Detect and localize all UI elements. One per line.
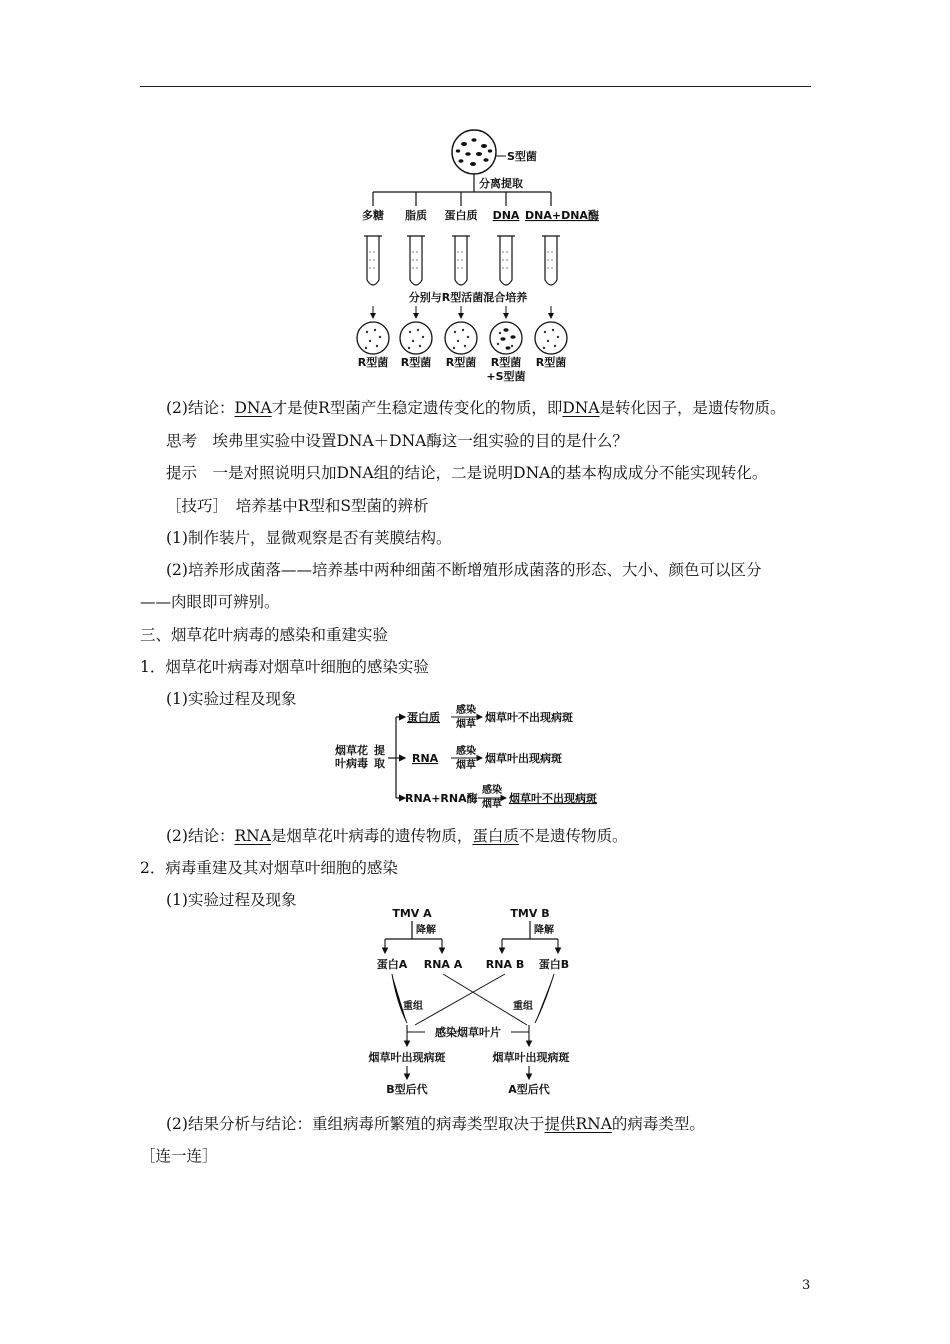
tmv-a-label: TMV A [392,907,432,920]
degrade-label: 降解 [416,925,436,936]
tip-item-1: (1)制作装片，显微观察是否有荚膜结构。 [166,529,452,547]
result-dish [400,322,432,354]
component-lipid: 脂质 [405,209,427,222]
subheading-1: 1．烟草花叶病毒对烟草叶细胞的感染实验 [140,658,429,676]
conclusion-rna: (2)结论：RNA是烟草花叶病毒的遗传物质，蛋白质不是遗传物质。 [166,827,628,845]
test-tube [407,236,425,285]
lesion-outcome-left: 烟草叶出现病斑 [368,1051,446,1064]
page-number: 3 [802,1278,811,1293]
header-rule [140,86,811,87]
infect-label: 烟草 [482,799,502,810]
result-label: R型菌 [490,356,522,369]
tip-title: ［技巧］ 培养基中R型和S型菌的辨析 [166,497,429,515]
test-tube [364,236,382,285]
virus-name-line1: 烟草花 [335,744,368,757]
test-tube [497,236,515,285]
tmv-reconstruction-figure [365,903,595,1099]
outcome-lesion: 烟草叶出现病斑 [485,752,562,765]
result-label: R型菌 [357,356,389,369]
component-protein: 蛋白质 [444,209,478,222]
infect-label: 烟草 [456,719,476,730]
extract-label-2: 取 [374,757,385,770]
tmv-b-label: TMV B [510,907,550,920]
link-exercise-heading: ［连一连］ [140,1147,218,1165]
degrade-label: 降解 [534,925,554,936]
result-label: R型菌 [445,356,477,369]
infect-label: 感染 [482,785,502,796]
recombine-label: 重组 [403,1001,423,1012]
infect-label: 感染 [456,705,476,716]
extract-label: 分离提取 [479,177,523,190]
result-label: R型菌 [400,356,432,369]
part-rna-b: RNA B [485,958,525,971]
infect-label: 感染 [456,746,476,757]
outcome-no-lesion: 烟草叶不出现病斑 [485,711,573,724]
offspring-a: A型后代 [508,1083,550,1096]
branch-rna: RNA [412,752,439,765]
part-protein-a: 蛋白A [376,958,408,971]
think-question: 思考 埃弗里实验中设置DNA＋DNA酶这一组实验的目的是什么？ [166,432,628,450]
infect-leaves-label: 感染烟草叶片 [435,1026,501,1039]
result-label-s: +S型菌 [486,370,526,383]
offspring-b: B型后代 [386,1083,428,1096]
result-label: R型菌 [535,356,567,369]
result-dish [445,322,477,354]
s-bacteria-label: S型菌 [507,150,537,163]
recombine-label: 重组 [513,1001,533,1012]
conclusion-reconstruction: (2)结果分析与结论：重组病毒所繁殖的病毒类型取决于提供RNA的病毒类型。 [166,1115,705,1133]
tmv-infection-figure [330,704,630,814]
hint-answer: 提示 一是对照说明只加DNA组的结论，二是说明DNA的基本构成成分不能实现转化。 [166,464,768,482]
part-protein-b: 蛋白B [538,958,570,971]
infect-label: 烟草 [456,760,476,771]
test-tube [542,236,560,285]
outcome-no-lesion: 烟草叶不出现病斑 [509,792,597,805]
subheading-2-1: (1)实验过程及现象 [166,891,297,909]
section-heading-3: 三、烟草花叶病毒的感染和重建实验 [140,626,389,644]
test-tube [452,236,470,285]
result-dish [357,322,389,354]
component-polysaccharide: 多糖 [362,209,384,222]
extract-label-1: 提 [374,744,385,757]
branch-protein: 蛋白质 [407,711,440,724]
component-dna: DNA [492,209,520,222]
tip-item-2: (2)培养形成菌落——培养基中两种细菌不断增殖形成菌落的形态、大小、颜色可以区分 [166,561,762,579]
virus-name-line2: 叶病毒 [335,757,368,770]
avery-experiment-figure [330,120,630,388]
tip-item-2-cont: ——肉眼即可辨别。 [140,593,280,611]
lesion-outcome-right: 烟草叶出现病斑 [492,1051,570,1064]
result-dish [535,322,567,354]
subheading-1-1: (1)实验过程及现象 [166,690,297,708]
subheading-2: 2．病毒重建及其对烟草叶细胞的感染 [140,859,398,877]
part-rna-a: RNA A [423,958,463,971]
component-dna-dnase: DNA+DNA酶 [525,209,599,222]
mix-culture-label: 分别与R型活菌混合培养 [408,291,528,304]
result-dish [490,322,522,354]
conclusion-dna: (2)结论：DNA才是使R型菌产生稳定遗传变化的物质，即DNA是转化因子，是遗传物质。 [166,399,786,417]
branch-rna-rnase: RNA+RNA酶 [405,792,478,805]
